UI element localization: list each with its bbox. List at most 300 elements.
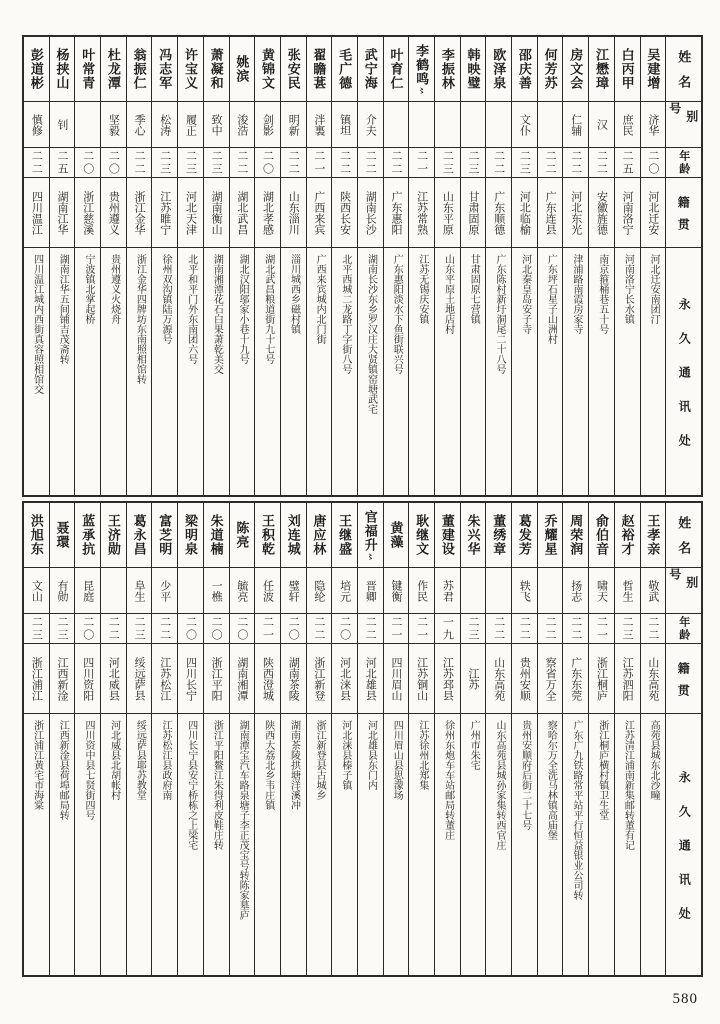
table-header-column — [665, 503, 701, 975]
name-cell — [384, 37, 409, 101]
alias-cell: 剑影 — [255, 101, 280, 147]
alias-cell: 培元 — [332, 567, 357, 613]
directory-entry-column — [280, 503, 306, 975]
header-address: 永久通讯处 — [666, 713, 701, 975]
person-name: 俞伯音 — [593, 513, 609, 556]
name-cell — [178, 37, 203, 101]
alias-cell: 敬武 — [641, 567, 666, 613]
person-name: 董建设 — [439, 513, 455, 556]
alias-cell — [384, 101, 409, 147]
directory-entry-column — [151, 37, 177, 495]
person-name: 乔耀星 — [542, 513, 558, 556]
age-cell: 二二 — [486, 147, 511, 177]
alias-cell: 少平 — [152, 567, 177, 613]
name-cell — [461, 37, 486, 101]
native-place-cell: 江西新淦 — [50, 643, 75, 713]
alias-cell: 明新 — [281, 101, 306, 147]
person-name: 张安民 — [285, 47, 301, 90]
person-name: 杜龙潭 — [105, 47, 121, 90]
name-cell — [563, 503, 588, 567]
name-cell — [538, 503, 563, 567]
age-cell: 二二 — [538, 613, 563, 643]
native-place-cell: 河北威县 — [101, 643, 126, 713]
directory-entry-column — [100, 37, 126, 495]
directory-entry-column — [203, 37, 229, 495]
name-cell — [127, 37, 152, 101]
address-cell: 广西来宾城内北门街 — [307, 247, 332, 495]
native-place-cell: 湖南茶陵 — [281, 643, 306, 713]
person-name: 武宁海 — [362, 47, 378, 90]
native-place-cell: 江苏睢宁 — [152, 177, 177, 247]
native-place-cell: 江苏铜山 — [409, 643, 434, 713]
directory-entry-column — [357, 503, 383, 975]
person-name: 彭道彬 — [28, 47, 44, 90]
directory-entry-column — [229, 37, 255, 495]
alias-cell — [409, 101, 434, 147]
native-place-cell: 湖南长沙 — [358, 177, 383, 247]
native-place-cell: 湖北武昌 — [230, 177, 255, 247]
directory-entry-column — [203, 503, 229, 975]
native-place-cell: 绥远萨县 — [127, 643, 152, 713]
address-cell: 浙江金华四牌坊东南照相馆转 — [127, 247, 152, 495]
native-place-cell: 浙江浦江 — [24, 643, 49, 713]
person-name: 杨挟山 — [54, 47, 70, 90]
native-place-cell: 陕西长安 — [332, 177, 357, 247]
native-place-cell: 四川长宁 — [178, 643, 203, 713]
directory-entry-column — [460, 37, 486, 495]
address-cell: 四川温江城内西街真容照相馆交 — [24, 247, 49, 495]
alias-cell: 有勋 — [50, 567, 75, 613]
address-cell: 绥远萨县耶苏教堂 — [127, 713, 152, 975]
alias-cell: 泮裏 — [307, 101, 332, 147]
age-cell: 二一 — [589, 613, 614, 643]
alias-cell: 济华 — [641, 101, 666, 147]
native-place-cell: 湖南江华 — [50, 177, 75, 247]
address-cell: 河南洛宁长水镇 — [615, 247, 640, 495]
alias-cell: 浚浩 — [230, 101, 255, 147]
age-cell: 二二 — [563, 613, 588, 643]
name-cell — [101, 37, 126, 101]
directory-entry-column — [640, 503, 666, 975]
native-place-cell: 贵州安顺 — [512, 643, 537, 713]
directory-entry-column — [614, 503, 640, 975]
address-cell: 湖北汉阳邬家小巷十九号 — [230, 247, 255, 495]
header-alias: 别号 — [666, 101, 701, 147]
address-cell: 山东平原土地店村 — [435, 247, 460, 495]
age-cell: 二三 — [204, 147, 229, 177]
age-cell: 二三 — [127, 613, 152, 643]
native-place-cell: 湖南湘潭 — [230, 643, 255, 713]
age-cell: 二三 — [512, 147, 537, 177]
native-place-cell: 甘肃固原 — [461, 177, 486, 247]
address-cell: 浙江平阳鳌江朱得利皮鞋庄转 — [204, 713, 229, 975]
name-cell — [75, 503, 100, 567]
address-cell: 津浦路南霞房家寺 — [563, 247, 588, 495]
person-name: 王济勋 — [105, 513, 121, 556]
directory-entry-column — [126, 37, 152, 495]
age-cell: 二二 — [512, 613, 537, 643]
directory-entry-column — [100, 503, 126, 975]
person-name: 叶育仁 — [388, 47, 404, 90]
alias-cell: 键衡 — [384, 567, 409, 613]
header-alias: 别号 — [666, 567, 701, 613]
person-name: 梁明泉 — [182, 513, 198, 556]
age-cell: 二〇 — [332, 613, 357, 643]
native-place-cell: 浙江新登 — [307, 643, 332, 713]
alias-cell: 履正 — [178, 101, 203, 147]
address-cell: 湖南湘潭花石白果萧乾美交 — [204, 247, 229, 495]
name-cell — [538, 37, 563, 101]
address-cell: 陕西大荔北乡韦庄镇 — [255, 713, 280, 975]
age-cell: 二二 — [384, 147, 409, 177]
address-cell: 广东陈村新圩洞尾二十八号 — [486, 247, 511, 495]
name-cell — [461, 503, 486, 567]
person-name: 李鹤鸣 — [414, 44, 430, 86]
person-name: 韩映璧 — [465, 47, 481, 90]
age-cell: 二〇 — [255, 147, 280, 177]
directory-entry-column — [614, 37, 640, 495]
age-cell: 二一 — [384, 613, 409, 643]
alias-cell: 隐纶 — [307, 567, 332, 613]
alias-cell: 慎修 — [24, 101, 49, 147]
native-place-cell: 广东东莞 — [563, 643, 588, 713]
native-place-cell: 广东顺德 — [486, 177, 511, 247]
native-place-cell: 四川眉山 — [384, 643, 409, 713]
native-place-cell: 河北东光 — [563, 177, 588, 247]
directory-entry-column — [562, 37, 588, 495]
native-place-cell: 安徽旌德 — [589, 177, 614, 247]
name-cell — [50, 37, 75, 101]
person-name: 何芳苏 — [542, 47, 558, 90]
header-name: 姓名 — [676, 516, 692, 566]
address-cell: 浙江浦江黄宅市海棠 — [24, 713, 49, 975]
address-cell: 湖南长沙东乡罗汉庄大贤镇窑塘武宅 — [358, 247, 383, 495]
address-cell: 河北涞县榛子镇 — [332, 713, 357, 975]
person-name: 耿继文 — [414, 513, 430, 556]
header-age: 年龄 — [666, 613, 701, 643]
alias-cell: 璧轩 — [281, 567, 306, 613]
directory-entry-column — [177, 37, 203, 495]
directory-entry-column — [408, 37, 434, 495]
alias-cell — [486, 567, 511, 613]
age-cell: 二二 — [332, 147, 357, 177]
directory-entry-column — [151, 503, 177, 975]
alias-cell — [538, 101, 563, 147]
person-name: 吴建增 — [645, 47, 661, 90]
header-address: 永久通讯处 — [666, 247, 701, 495]
alias-cell: 一樵 — [204, 567, 229, 613]
name-cell — [24, 503, 49, 567]
upper-directory-table — [22, 35, 703, 497]
directory-entry-column — [511, 37, 537, 495]
native-place-cell: 湖南衡山 — [204, 177, 229, 247]
address-cell: 高苑县城东北沙疃 — [641, 713, 666, 975]
person-name: 朱兴华 — [465, 513, 481, 556]
directory-entry-column — [280, 37, 306, 495]
address-cell: 江苏松江县政府南 — [152, 713, 177, 975]
age-cell: 二二 — [281, 147, 306, 177]
directory-entry-column — [229, 503, 255, 975]
age-cell: 二三 — [178, 147, 203, 177]
name-cell — [486, 503, 511, 567]
alias-cell: 钊 — [50, 101, 75, 147]
address-cell: 北平和平门外东南团六号 — [178, 247, 203, 495]
address-cell: 湖南江华五间铺吉茂斋转 — [50, 247, 75, 495]
address-cell: 四川长宁县安宁桥栋之上梁宅 — [178, 713, 203, 975]
person-name: 黄藻 — [388, 520, 404, 549]
alias-cell: 啸天 — [589, 567, 614, 613]
name-cell — [435, 37, 460, 101]
person-name: 富芝明 — [157, 513, 173, 556]
age-cell: 二二 — [641, 613, 666, 643]
person-name: 聂環 — [54, 520, 70, 549]
name-cell — [230, 37, 255, 101]
native-place-cell: 河北迁安 — [641, 177, 666, 247]
alias-cell: 文山 — [24, 567, 49, 613]
alias-cell: 哲生 — [615, 567, 640, 613]
native-place-cell: 江苏常熟 — [409, 177, 434, 247]
directory-entry-column — [331, 503, 357, 975]
age-cell: 二〇 — [204, 613, 229, 643]
native-place-cell: 广东连县 — [538, 177, 563, 247]
address-cell: 河北雄县东门内 — [358, 713, 383, 975]
person-name: 赵裕才 — [619, 513, 635, 556]
age-cell: 二〇 — [178, 613, 203, 643]
directory-entry-column — [562, 503, 588, 975]
person-name: 唐应林 — [311, 513, 327, 556]
age-cell: 二〇 — [75, 613, 100, 643]
name-cell — [512, 503, 537, 567]
name-cell — [281, 503, 306, 567]
age-cell: 二二 — [24, 147, 49, 177]
name-cell — [641, 503, 666, 567]
name-cell — [230, 503, 255, 567]
name-cell — [75, 37, 100, 101]
alias-cell — [101, 567, 126, 613]
directory-entry-column — [640, 37, 666, 495]
header-native-place: 籍贯 — [666, 643, 701, 713]
person-name: 陈亮 — [234, 520, 250, 549]
alias-cell: 仁辅 — [563, 101, 588, 147]
person-name: 葛发芳 — [516, 513, 532, 556]
alias-cell: 轶飞 — [512, 567, 537, 613]
age-cell: 二二 — [101, 613, 126, 643]
native-place-cell: 山东高苑 — [486, 643, 511, 713]
directory-entry-column — [537, 503, 563, 975]
alias-cell: 镇坦 — [332, 101, 357, 147]
person-name: 叶常青 — [80, 47, 96, 90]
age-cell: 二五 — [615, 147, 640, 177]
person-name: 周荣润 — [568, 513, 584, 556]
native-place-cell: 河北雄县 — [358, 643, 383, 713]
name-cell — [589, 503, 614, 567]
name-cell — [641, 37, 666, 101]
native-place-cell: 浙江桐庐 — [589, 643, 614, 713]
alias-cell — [486, 101, 511, 147]
native-place-cell: 山东淄川 — [281, 177, 306, 247]
person-name: 毛广德 — [337, 47, 353, 90]
age-cell: 二二 — [307, 613, 332, 643]
directory-entry-column — [177, 503, 203, 975]
alias-cell — [178, 567, 203, 613]
directory-entry-column — [254, 37, 280, 495]
address-cell: 河北迁安南团汀 — [641, 247, 666, 495]
directory-entry-column — [383, 503, 409, 975]
directory-entry-column — [331, 37, 357, 495]
directory-entry-column — [511, 503, 537, 975]
native-place-cell: 河北涞县 — [332, 643, 357, 713]
directory-entry-column — [434, 37, 460, 495]
name-cell — [512, 37, 537, 101]
address-cell: 徐州东炮车车站邮局转董庄 — [435, 713, 460, 975]
address-cell: 徐州双沟镇陆万源号 — [152, 247, 177, 495]
age-cell: 二三 — [50, 613, 75, 643]
native-place-cell: 四川温江 — [24, 177, 49, 247]
directory-entry-column — [74, 503, 100, 975]
name-cell — [358, 37, 383, 101]
native-place-cell: 浙江慈溪 — [75, 177, 100, 247]
age-cell: 二三 — [615, 613, 640, 643]
name-cell — [332, 503, 357, 567]
alias-cell: 晋卿 — [358, 567, 383, 613]
address-cell: 湖北武昌粮道街九十七号 — [255, 247, 280, 495]
age-cell: 二三 — [435, 147, 460, 177]
address-cell: 贵州遵义火烧舟 — [101, 247, 126, 495]
address-cell: 浙江桐庐横村镇卫生堂 — [589, 713, 614, 975]
age-cell: 二二 — [358, 147, 383, 177]
native-place-cell: 四川资阳 — [75, 643, 100, 713]
name-cell — [281, 37, 306, 101]
person-name: 邵庆善 — [516, 47, 532, 90]
alias-cell: 苏君 — [435, 567, 460, 613]
directory-entry-column — [24, 37, 49, 495]
person-name: 王继盛 — [337, 513, 353, 556]
alias-cell: 任波 — [255, 567, 280, 613]
directory-entry-column — [49, 503, 75, 975]
native-place-cell: 河北天津 — [178, 177, 203, 247]
annotation-mark: 〻 — [417, 87, 426, 94]
address-cell: 广州市朱宅 — [461, 713, 486, 975]
alias-cell — [461, 567, 486, 613]
alias-cell — [538, 567, 563, 613]
address-cell: 北平西城二龙路丁字街八号 — [332, 247, 357, 495]
age-cell: 二三 — [24, 613, 49, 643]
address-cell: 宁波镇北掌起桥 — [75, 247, 100, 495]
name-cell — [307, 37, 332, 101]
address-cell: 四川资中县七贤街四号 — [75, 713, 100, 975]
person-name: 许宝义 — [182, 47, 198, 90]
alias-cell: 坚毅 — [101, 101, 126, 147]
native-place-cell: 江苏邳县 — [435, 643, 460, 713]
name-cell — [255, 503, 280, 567]
native-place-cell: 陕西澄城 — [255, 643, 280, 713]
name-cell — [384, 503, 409, 567]
directory-entry-column — [74, 37, 100, 495]
address-cell: 江苏清江浦南新集邮转董有记 — [615, 713, 640, 975]
name-cell — [332, 37, 357, 101]
address-cell: 湖南茶陵拱塘洋溪冲 — [281, 713, 306, 975]
alias-cell: 作民 — [409, 567, 434, 613]
native-place-cell: 广西来宾 — [307, 177, 332, 247]
header-age: 年龄 — [666, 147, 701, 177]
age-cell: 二〇 — [641, 147, 666, 177]
age-cell: 二二 — [538, 147, 563, 177]
person-name: 翁振仁 — [131, 47, 147, 90]
address-cell: 四川眉山县思濛场 — [384, 713, 409, 975]
name-cell — [409, 37, 434, 101]
name-cell — [563, 37, 588, 101]
age-cell: 二三 — [461, 613, 486, 643]
alias-cell: 文仆 — [512, 101, 537, 147]
directory-entry-column — [306, 37, 332, 495]
header-name: 姓名 — [676, 50, 692, 100]
age-cell: 二三 — [461, 147, 486, 177]
native-place-cell: 广东惠阳 — [384, 177, 409, 247]
age-cell: 二二 — [589, 147, 614, 177]
age-cell: 二二 — [358, 613, 383, 643]
name-cell — [615, 37, 640, 101]
address-cell: 广东惠阳淡水下鱼街联兴号 — [384, 247, 409, 495]
native-place-cell: 湖北孝感 — [255, 177, 280, 247]
directory-entry-column — [537, 37, 563, 495]
native-place-cell: 河南洛宁 — [615, 177, 640, 247]
alias-cell: 庶民 — [615, 101, 640, 147]
age-cell: 二一 — [409, 147, 434, 177]
person-name: 刘连城 — [285, 513, 301, 556]
alias-cell: 季心 — [127, 101, 152, 147]
age-cell: 二〇 — [281, 613, 306, 643]
address-cell: 湖南潭宝汽车路泉塘子李正茂宝号转陈家墓庐 — [230, 713, 255, 975]
native-place-cell: 江苏 — [461, 643, 486, 713]
name-cell — [50, 503, 75, 567]
age-cell: 二五 — [50, 147, 75, 177]
person-name: 李振林 — [439, 47, 455, 90]
person-name: 官福升 — [362, 510, 378, 552]
person-name: 房文会 — [568, 47, 584, 90]
address-cell: 察哈尔万全洗马林镇高庙堡 — [538, 713, 563, 975]
person-name: 董绣章 — [491, 513, 507, 556]
directory-entry-column — [485, 503, 511, 975]
alias-cell — [75, 101, 100, 147]
address-cell: 江苏徐州北郑集 — [409, 713, 434, 975]
person-name: 黄锦文 — [260, 47, 276, 90]
age-cell: 二〇 — [230, 613, 255, 643]
name-cell — [101, 503, 126, 567]
age-cell: 二二 — [486, 613, 511, 643]
person-name: 萧凝和 — [208, 47, 224, 90]
native-place-cell: 浙江平阳 — [204, 643, 229, 713]
directory-entry-column — [357, 37, 383, 495]
name-cell — [24, 37, 49, 101]
age-cell: 二二 — [152, 613, 177, 643]
native-place-cell: 山东平原 — [435, 177, 460, 247]
name-cell — [178, 503, 203, 567]
person-name: 洪旭东 — [28, 513, 44, 556]
lower-directory-table — [22, 501, 703, 977]
age-cell: 二二 — [127, 147, 152, 177]
person-name: 王孝亲 — [645, 513, 661, 556]
person-name: 朱道楠 — [208, 513, 224, 556]
address-cell: 江西新淦县荷埠邮局转 — [50, 713, 75, 975]
name-cell — [152, 503, 177, 567]
person-name: 蓝承抗 — [80, 513, 96, 556]
alias-cell: 阜生 — [127, 567, 152, 613]
name-cell — [615, 503, 640, 567]
address-cell: 山东高苑县城孙家集转西官庄 — [486, 713, 511, 975]
address-cell: 江苏无锡庆安镇 — [409, 247, 434, 495]
directory-entry-column — [24, 503, 49, 975]
name-cell — [358, 503, 383, 567]
